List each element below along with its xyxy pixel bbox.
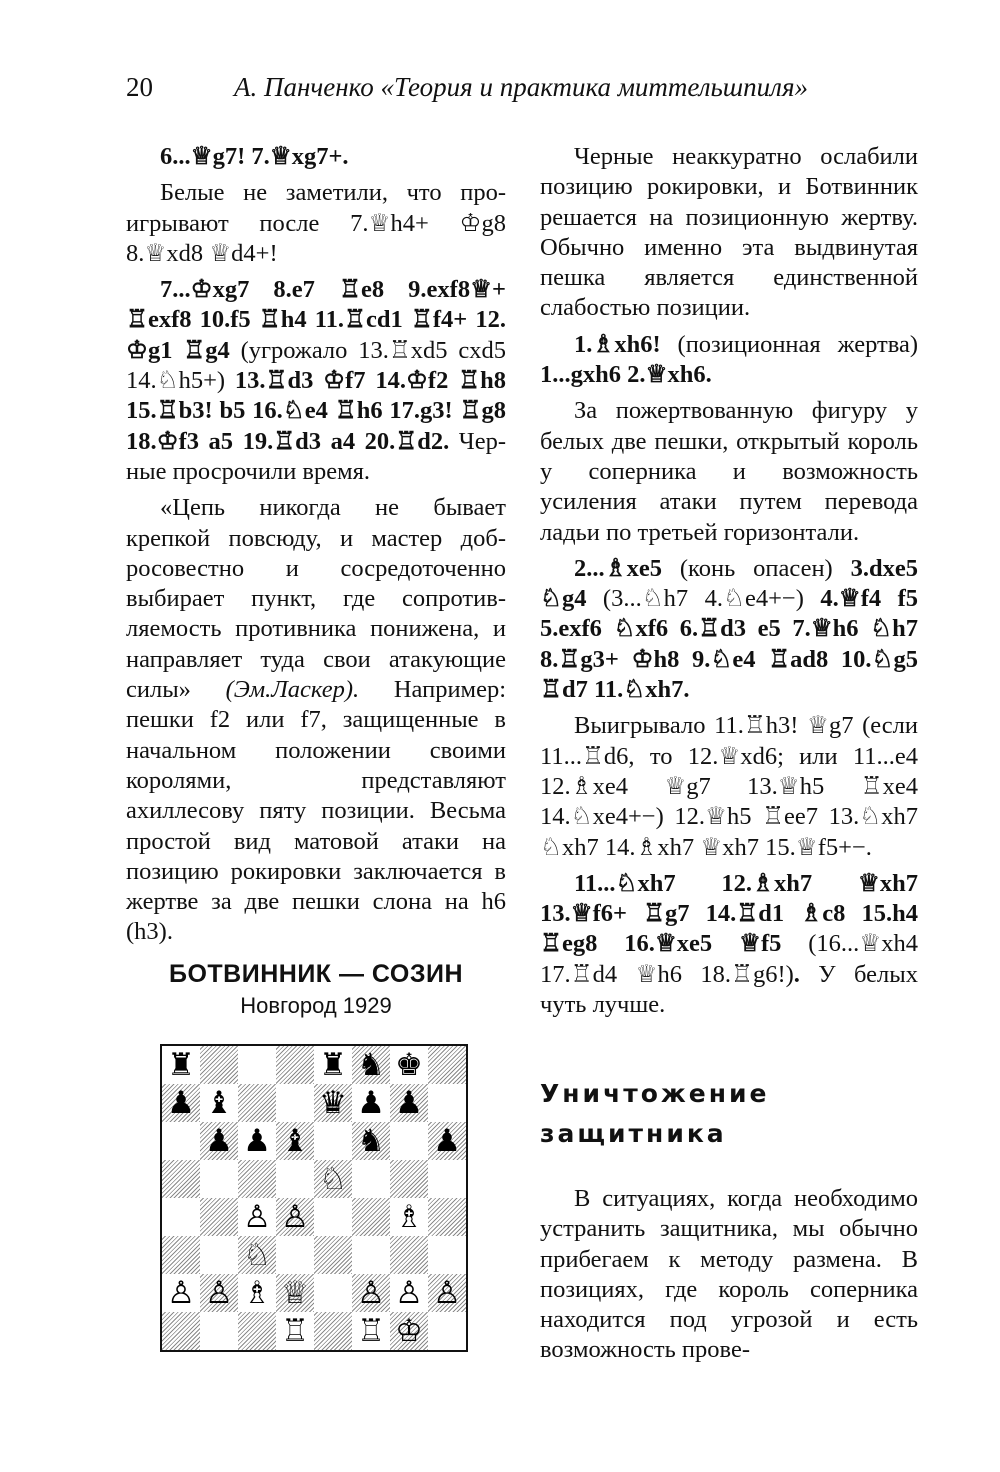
square-c8 <box>238 1046 276 1084</box>
square-c7 <box>238 1084 276 1122</box>
square-e4 <box>314 1198 352 1236</box>
square-f4 <box>352 1198 390 1236</box>
square-h6 <box>428 1122 466 1160</box>
quote-paragraph <box>126 493 506 947</box>
square-d2 <box>276 1274 314 1312</box>
square-d4 <box>276 1198 314 1236</box>
chess-piece-icon: ♜ <box>319 1047 347 1083</box>
chess-piece-icon: ♟ <box>243 1123 271 1159</box>
section-heading <box>540 1074 920 1154</box>
square-h2 <box>428 1274 466 1312</box>
square-b8 <box>200 1046 238 1084</box>
square-f6 <box>352 1122 390 1160</box>
chess-piece-icon: ♙ <box>167 1275 195 1311</box>
square-d6 <box>276 1122 314 1160</box>
moves-text: 2...♗xe5 <box>574 554 662 582</box>
square-d5 <box>276 1160 314 1198</box>
chess-piece-icon: ♙ <box>281 1199 309 1235</box>
square-d8 <box>276 1046 314 1084</box>
page-number: 20 <box>126 72 153 102</box>
paragraph-tail: У белых чуть лучше. <box>540 960 918 1019</box>
square-e8 <box>314 1046 352 1084</box>
square-c2 <box>238 1274 276 1312</box>
square-f3 <box>352 1236 390 1274</box>
square-b7 <box>200 1084 238 1122</box>
square-c1 <box>238 1312 276 1350</box>
square-c4 <box>238 1198 276 1236</box>
chess-piece-icon: ♟ <box>433 1123 461 1159</box>
square-f5 <box>352 1160 390 1198</box>
quote-author: (Эм.Ласкер). <box>225 676 360 704</box>
move-comment: (конь опасен) <box>661 554 851 582</box>
square-a3 <box>162 1236 200 1274</box>
square-f8 <box>352 1046 390 1084</box>
chess-piece-icon: ♚ <box>395 1047 423 1083</box>
chess-piece-icon: ♖ <box>281 1313 309 1349</box>
section-heading-line: Уничтожение <box>540 1079 770 1108</box>
left-column <box>126 142 506 948</box>
paragraph-text: Например: пешки f2 или f7, защищенные в начальном положении своими королями, представляют ахиллесову пяту позиции. Весьма простой вид матовой атаки на позицию рокировки заключается в жертве за две пешки слона на h6 (h3). <box>126 676 506 946</box>
right-column-continued <box>540 1184 918 1366</box>
square-g8 <box>390 1046 428 1084</box>
square-a1 <box>162 1312 200 1350</box>
square-g6 <box>390 1122 428 1160</box>
square-h8 <box>428 1046 466 1084</box>
chess-piece-icon: ♙ <box>433 1275 461 1311</box>
chess-piece-icon: ♟ <box>167 1085 195 1121</box>
square-h4 <box>428 1198 466 1236</box>
chess-piece-icon: ♝ <box>281 1123 309 1159</box>
chess-piece-icon: ♞ <box>357 1047 385 1083</box>
right-column <box>540 142 918 1020</box>
paragraph-moves-4 <box>540 554 918 705</box>
square-e6 <box>314 1122 352 1160</box>
moves-text: 11...♘xh7 12.♗xh7 ♕xh7 13.♕f6+ ♖g7 14.♖d1 ♗c8 15.h4 ♖eg8 16.♕xe5 ♕f5 <box>540 869 918 958</box>
paragraph-tail: Черные просрочили время. <box>126 427 506 485</box>
square-e3 <box>314 1236 352 1274</box>
square-e5 <box>314 1160 352 1198</box>
square-a6 <box>162 1122 200 1160</box>
square-h7 <box>428 1084 466 1122</box>
chess-piece-icon: ♙ <box>357 1275 385 1311</box>
chess-piece-icon: ♝ <box>205 1085 233 1121</box>
moves-text: 1...gxh6 2.♕xh6. <box>540 361 712 389</box>
quote-text: «Цепь никогда не бывает крепкой повсюду, и мастер добросовестно и сосредоточенно выбирает пункт, где сопротивляемость противника понижена, и направляет туда свои атакующие силы» <box>126 494 506 704</box>
square-g3 <box>390 1236 428 1274</box>
paragraph-3: За пожертвованную фигуру у белых две пешки, открытый король у соперника и возможность усиления атаки путем перевода ладьи по третьей горизонтали. <box>540 397 918 546</box>
chess-piece-icon: ♙ <box>395 1275 423 1311</box>
moves-text: 1.♗xh6! <box>574 330 661 358</box>
chess-piece-icon: ♜ <box>167 1047 195 1083</box>
game-title: БОТВИННИК — СОЗИН <box>169 960 463 988</box>
square-h1 <box>428 1312 466 1350</box>
square-b3 <box>200 1236 238 1274</box>
section-heading-line: защитника <box>540 1119 727 1148</box>
square-d3 <box>276 1236 314 1274</box>
square-h3 <box>428 1236 466 1274</box>
square-b1 <box>200 1312 238 1350</box>
square-c5 <box>238 1160 276 1198</box>
square-b2 <box>200 1274 238 1312</box>
chess-piece-icon: ♞ <box>357 1123 385 1159</box>
chess-piece-icon: ♙ <box>243 1199 271 1235</box>
chess-piece-icon: ♘ <box>319 1161 347 1197</box>
paragraph-moves-2 <box>540 330 918 391</box>
paragraph-moves-6 <box>540 869 918 1020</box>
chess-piece-icon: ♖ <box>357 1313 385 1349</box>
square-a5 <box>162 1160 200 1198</box>
square-a4 <box>162 1198 200 1236</box>
square-c6 <box>238 1122 276 1160</box>
square-e2 <box>314 1274 352 1312</box>
square-h5 <box>428 1160 466 1198</box>
chess-piece-icon: ♟ <box>357 1085 385 1121</box>
running-title: А. Панченко «Теория и практика миттельшпиля» <box>234 72 809 102</box>
move-comment: (угрожало 13.♖xd5 cxd5 14.♘h5+) <box>126 336 506 395</box>
square-d1 <box>276 1312 314 1350</box>
square-g1 <box>390 1312 428 1350</box>
chess-piece-icon: ♟ <box>395 1085 423 1121</box>
chess-piece-icon: ♗ <box>395 1199 423 1235</box>
move-comment: (позиционная жертва) <box>660 330 918 358</box>
square-d7 <box>276 1084 314 1122</box>
chess-piece-icon: ♟ <box>205 1123 233 1159</box>
chess-piece-icon: ♔ <box>395 1313 423 1349</box>
square-g7 <box>390 1084 428 1122</box>
square-g4 <box>390 1198 428 1236</box>
paragraph-7: В ситуациях, когда необходимо устранить защитника, мы обычно прибегаем к методу размена. В позициях, где король соперника находится под угрозой и есть возможность прове- <box>540 1185 918 1364</box>
square-a8 <box>162 1046 200 1084</box>
move-comment: (16...♕xh4 17.♖d4 ♕h6 18.♖g6!) <box>540 930 918 988</box>
square-f7 <box>352 1084 390 1122</box>
moves-text: 7...♔xg7 8.e7 ♖e8 9.exf8♕+ ♖exf8 10.f5 ♖h4 11.♖cd1 ♖f4+ 12. ♔g1 ♖g4 <box>126 276 506 364</box>
square-g2 <box>390 1274 428 1312</box>
square-g5 <box>390 1160 428 1198</box>
chess-piece-icon: ♛ <box>319 1085 347 1121</box>
square-f2 <box>352 1274 390 1312</box>
paragraph-moves-3 <box>126 275 506 487</box>
move-comment: (3...♘h7 4.♘e4+−) <box>586 585 821 613</box>
chess-piece-icon: ♗ <box>243 1275 271 1311</box>
chess-piece-icon: ♘ <box>243 1237 271 1273</box>
chess-diagram <box>160 1044 468 1352</box>
chess-piece-icon: ♕ <box>281 1275 309 1311</box>
paragraph-moves-1: 6...♕g7! 7.♕xg7+. <box>160 143 349 170</box>
moves-text: 3.dxe5 ♘g4 <box>540 554 918 613</box>
chess-piece-icon: ♙ <box>205 1275 233 1311</box>
square-b5 <box>200 1160 238 1198</box>
moves-text: 13.♖d3 ♔f7 14.♔f2 ♖h8 15.♖b3! b5 16.♘e4 ♖h6 17.g3! ♖g8 18.♔f3 a5 19.♖d3 a4 20.♖d2. <box>126 367 506 455</box>
paragraph-5: Выигрывало 11.♖h3! ♕g7 (если 11...♖d6, то 12.♕xd6; или 11...e4 12.♗xe4 ♕g7 13.♕h5 ♖xe4 14.♘xe4+−) 12.♕h5 ♖ee7 13.♘xh7 ♘xh7 14.♗xh7 ♕xh7 15.♕f5+−. <box>540 712 918 861</box>
game-subtitle: Новгород 1929 <box>240 993 392 1018</box>
square-b6 <box>200 1122 238 1160</box>
moves-text: . <box>793 960 800 988</box>
square-a2 <box>162 1274 200 1312</box>
square-c3 <box>238 1236 276 1274</box>
moves-text: 4.♕f4 f5 5.exf6 ♘xf6 6.♖d3 e5 7.♕h6 ♘h7 8.♖g3+ ♔h8 9.♘e4 ♖ad8 10.♘g5 ♖d7 11.♘xh7. <box>540 585 918 704</box>
square-a7 <box>162 1084 200 1122</box>
square-f1 <box>352 1312 390 1350</box>
paragraph-1: Черные неаккуратно ослабили позицию рокировки, и Ботвинник решается на позиционную жертву. Обычно именно эта выдвинутая пешка является единственной слабостью позиции. <box>540 143 918 322</box>
paragraph-2: Белые не заметили, что проигрывают после 7.♕h4+ ♔g8 8.♕xd8 ♕d4+! <box>126 179 506 267</box>
square-e7 <box>314 1084 352 1122</box>
square-e1 <box>314 1312 352 1350</box>
square-b4 <box>200 1198 238 1236</box>
